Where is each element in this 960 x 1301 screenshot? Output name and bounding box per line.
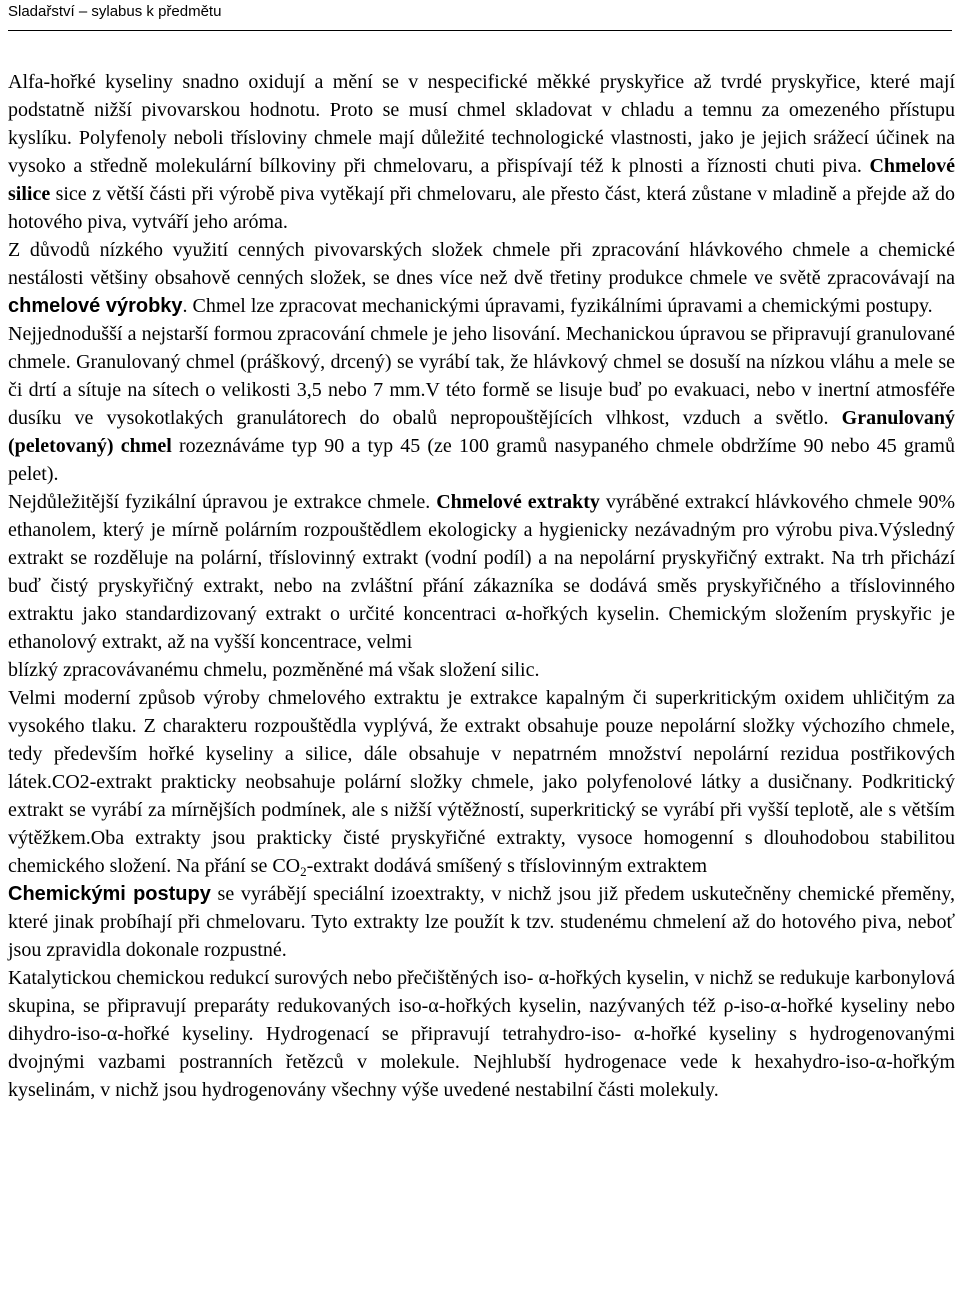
text-span: Polyfenoly neboli třísloviny chmele mají důležité technologické vlastnosti, jako je jejich srážecí účinek na vysoko a středně molekulární bílkoviny při chmelovaru, a přispívají též k plnosti a říznosti chuti piva. (8, 127, 955, 177)
text-span: sice z větší části při výrobě piva vytěkají při chmelovaru, ale přesto část, která zůstane v mladině a přejde až do hotového piva, vytváří jeho aróma. (8, 183, 955, 233)
paragraph-extracts (8, 488, 955, 656)
bold-term: Chemickými postupy (8, 883, 211, 905)
text-span: Nejdůležitější fyzikální úpravou je extrakce chmele. (8, 491, 437, 513)
paragraph-hop-products (8, 236, 955, 320)
text-span: . Chmel lze zpracovat mechanickými úpravami, fyzikálními úpravami a chemickými postupy. (182, 295, 933, 317)
text-span: -extrakt dodává smíšený s tříslovinným extraktem (306, 855, 708, 877)
text-span: Katalytickou chemickou redukcí surových nebo přečištěných iso- α-hořkých kyselin, v nichž se redukuje karbonylová skupina, se připravují preparáty redukovaných iso-α-hořkých kyselin, nazývaných též ρ-iso-α-hořké kyseliny nebo dihydro-iso-α-hořké kyseliny. Hydrogenací se připravují tetrahydro-iso- α-hořké kyseliny s hydrogenovanými dvojnými vazbami postranních řetězců v molekule. Nejhlubší hydrogenace vede k hexahydro-iso-α-hořkým kyselinám, v nichž jsou hydrogenovány všechny výše uvedené nestabilní části molekuly. (8, 967, 955, 1101)
paragraph-extracts-cont (8, 656, 955, 684)
header-title: Sladařství – sylabus k předmětu (8, 3, 222, 20)
text-span: rozeznáváme typ 90 a typ 45 (ze 100 gramů nasypaného chmele obdržíme 90 nebo 45 gramů pelet). (8, 435, 955, 485)
bold-term: Chmelové silice (8, 155, 955, 205)
text-span: Velmi moderní způsob výroby chmelového extraktu je extrakce kapalným či superkritickým oxidem uhličitým za vysokého tlaku. Z charakteru rozpouštědla vyplývá, že extrakt obsahuje pouze nepolární složky výchozího chmele, tedy především hořké kyseliny a silice, dále obsahuje v nepatrném množství nepolární rezidua postřikových látek.CO2-extrakt prakticky neobsahuje polární složky chmele, jako polyfenolové látky a dusičnany. Podkritický extrakt se vyrábí za mírnějších podmínek, ale s nižší výtěžností, superkritický se vyrábí při vyšší teplotě, ale s větším výtěžkem.Oba extrakty jsou prakticky čisté pryskyřičné extrakty, vysoce homogenní s dlouhodobou stabilitou chemického složení. Na přání se CO (8, 687, 955, 877)
bold-term: Granulovaný (peletovaný) chmel (8, 407, 956, 457)
bold-term: chmelové výrobky (8, 295, 183, 317)
paragraph-co2-extract (8, 684, 955, 880)
subscript: 2 (300, 864, 307, 879)
document-body (8, 68, 955, 1104)
text-span: Z důvodů nízkého využití cenných pivovarských složek chmele při zpracování hlávkového chmele a chemické nestálosti většiny obsahově cenných složek, se dnes více než dvě třetiny produkce chmele ve světě zpracovávají na (8, 239, 955, 289)
text-span: blízký zpracovávanému chmelu, pozměněné má však složení silic. (8, 659, 540, 681)
page-header (8, 0, 952, 31)
text-span: se vyrábějí speciální izoextrakty, v nichž jsou již předem uskutečněny chemické přeměny, které jinak probíhají při chmelovaru. Tyto extrakty lze použít k tzv. studenému chmelení až do hotového piva, neboť jsou zpravidla dokonale rozpustné. (8, 883, 955, 961)
bold-term: Chmelové extrakty (436, 491, 600, 513)
paragraph-chemical (8, 880, 955, 964)
text-span: Alfa-hořké kyseliny snadno oxidují a mění se v nespecifické měkké pryskyřice až tvrdé pryskyřice, které mají podstatně nižší pivovarskou hodnotu. Proto se musí chmel skladovat v chladu a temnu za omezeného přístupu kyslíku. (8, 71, 955, 149)
paragraph-reduction (8, 964, 955, 1104)
text-span: vyráběné extrakcí hlávkového chmele 90% ethanolem, který je mírně polárním rozpouštědlem ekologicky a hygienicky nezávadným pro výrobu piva.Výsledný extrakt se rozděluje na polární, tříslovinný extrakt (vodní podíl) a na nepolární pryskyřičný extrakt. Na trh přichází buď čistý pryskyřičný extrakt, nebo na zvláštní přání zákazníka se dodává směs pryskyřičného a tříslovinného extraktu jako standardizovaný extrakt o určité koncentraci α-hořkých kyselin. Chemickým složením pryskyřic je ethanolový extrakt, až na vyšší koncentrace, velmi (8, 491, 955, 653)
paragraph-hop-acids (8, 68, 955, 236)
text-span: Nejjednodušší a nejstarší formou zpracování chmele je jeho lisování. Mechanickou úpravou se připravují granulované chmele. Granulovaný chmel (práškový, drcený) se vyrábí tak, že hlávkový chmel se dosuší na nízkou vláhu a mele se či drtí a sítuje na sítech o velikosti 3,5 nebo 7 mm.V této formě se lisuje buď po evakuaci, nebo v inertní atmosféře dusíku ve vysokotlakých granulátorech do obalů nepropouštějících vlhkost, vzduch a světlo. (8, 323, 955, 429)
paragraph-pellets (8, 320, 955, 488)
